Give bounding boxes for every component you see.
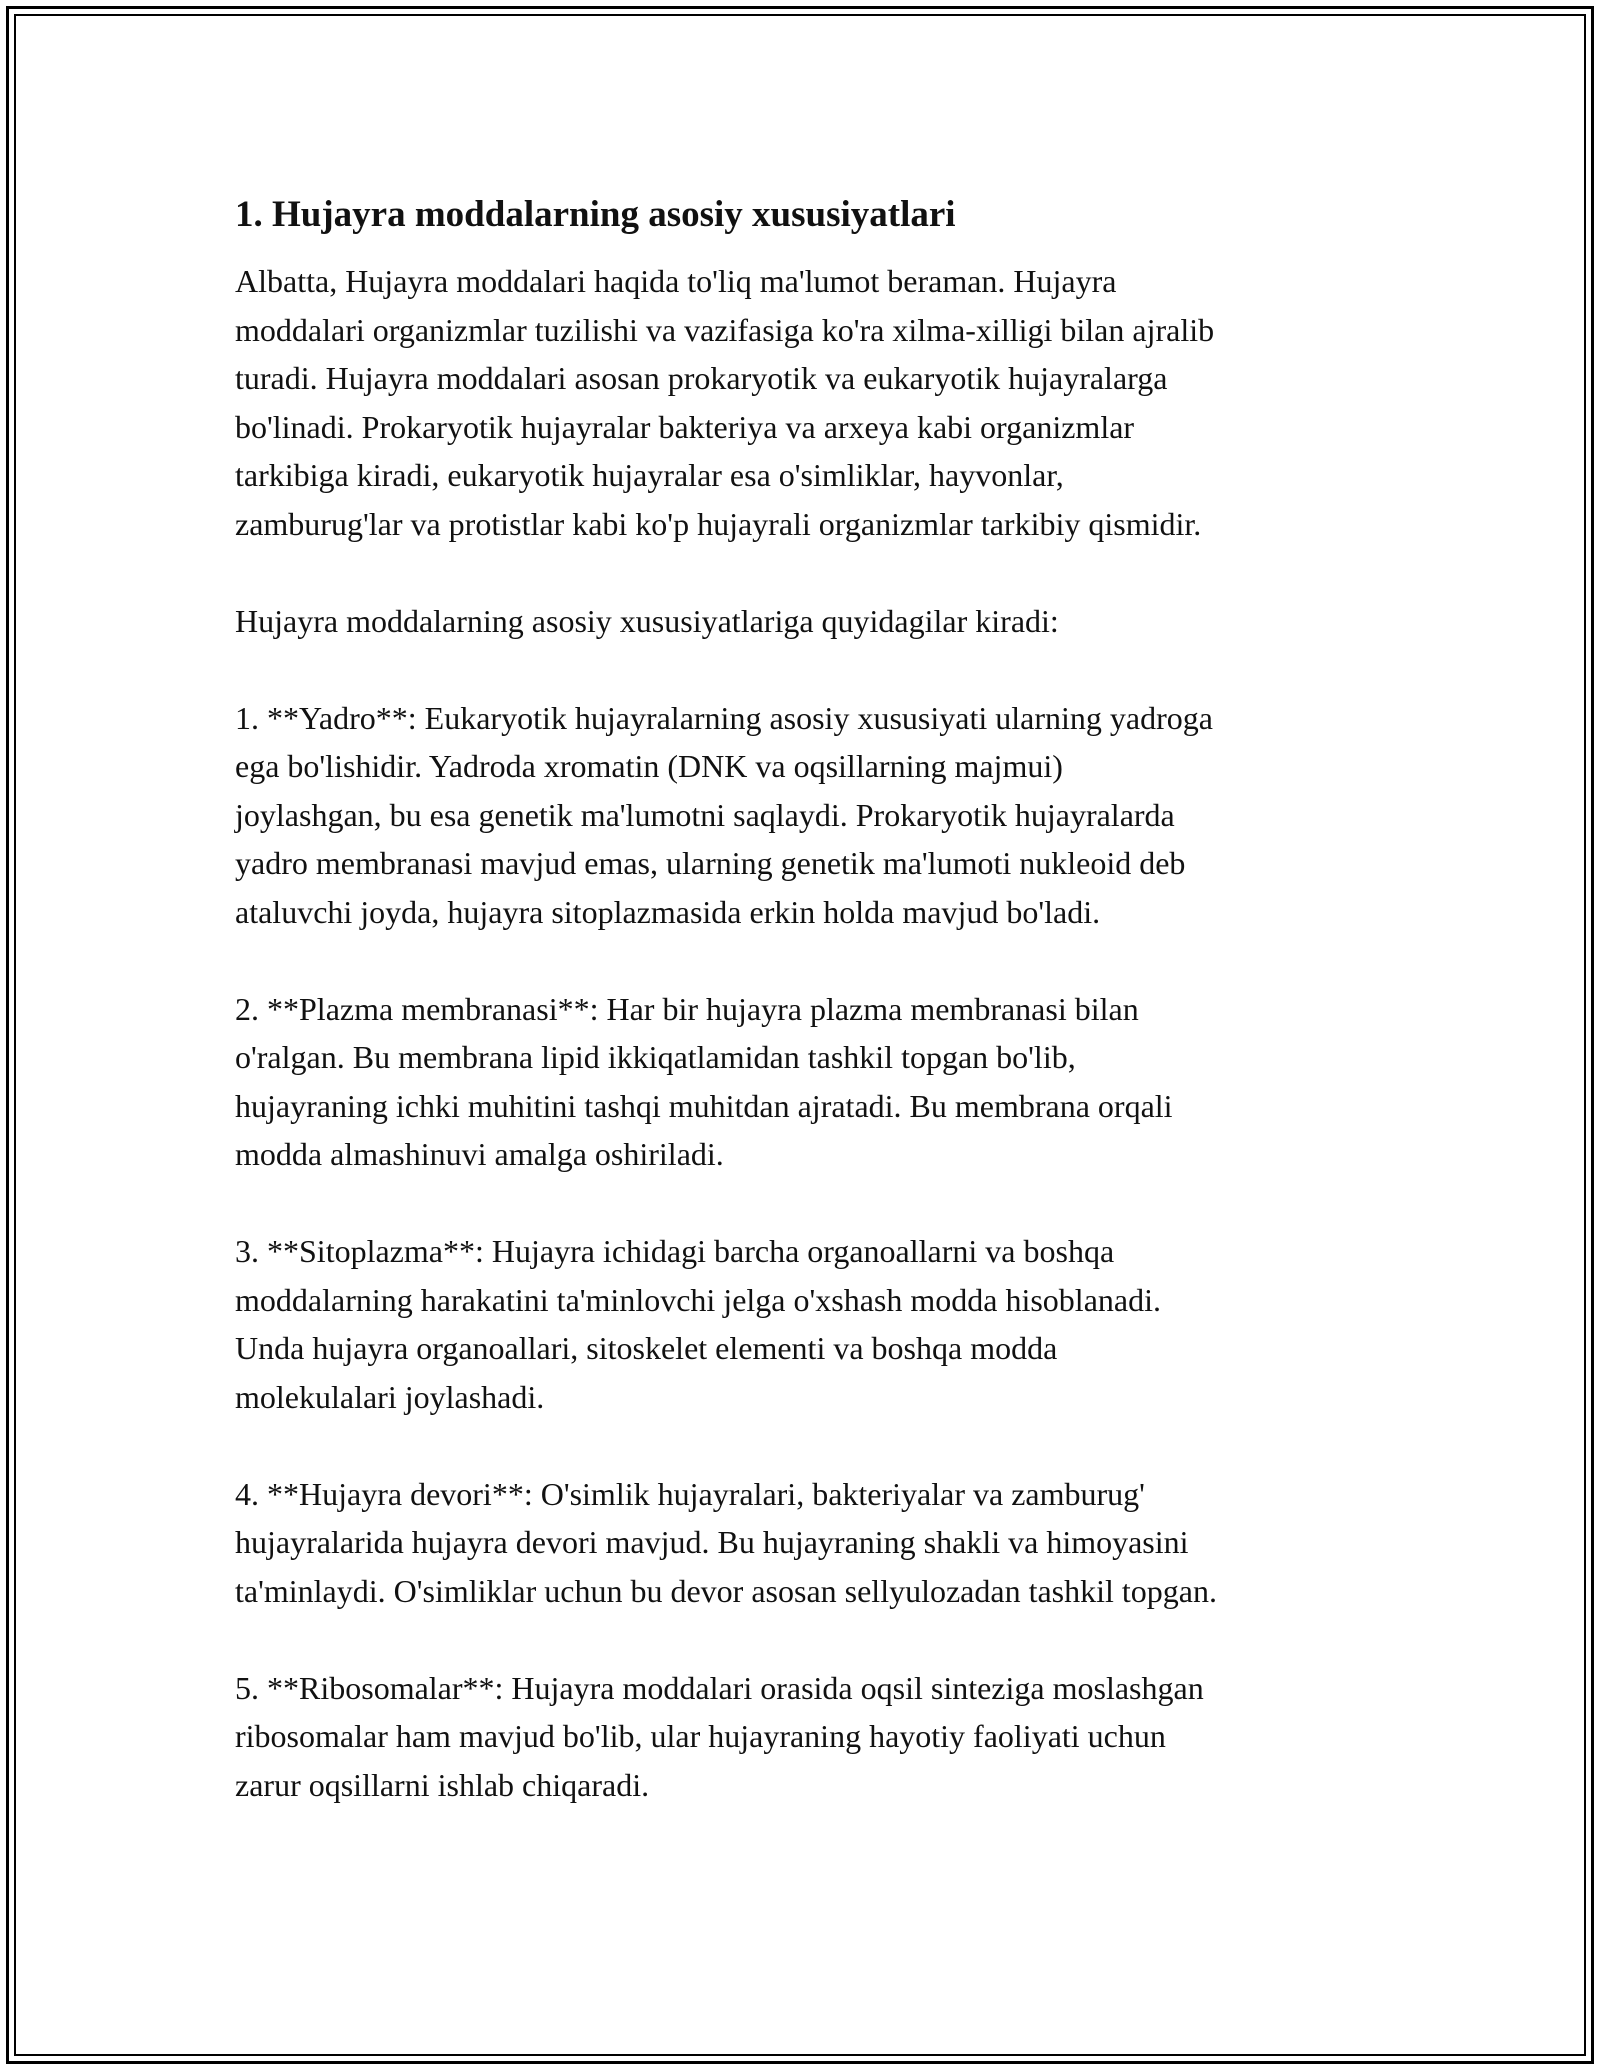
document-body <box>235 187 1385 1809</box>
list-intro-paragraph: Hujayra moddalarning asosiy xususiyatlariga quyidagilar kiradi: <box>235 602 1059 639</box>
list-item-sitoplazma: 3. **Sitoplazma**: Hujayra ichidagi barcha organoallarni va boshqa moddalarning harakatini ta'minlovchi jelga o'xshash modda hisoblanadi. Unda hujayra organoallari, sitoskelet elementi va boshqa modda molekulalari joylashadi. <box>235 1233 1161 1415</box>
list-item-ribosomalar: 5. **Ribosomalar**: Hujayra moddalari orasida oqsil sinteziga moslashgan ribosomalar ham mavjud bo'lib, ular hujayraning hayotiy faoliyati uchun zarur oqsillarni ishlab chiqaradi. <box>235 1669 1204 1803</box>
section-heading: 1. Hujayra moddalarning asosiy xususiyatlari <box>235 194 956 235</box>
list-item-plazma-membranasi: 2. **Plazma membranasi**: Har bir hujayra plazma membranasi bilan o'ralgan. Bu membrana lipid ikkiqatlamidan tashkil topgan bo'lib, hujayraning ichki muhitini tashqi muhitdan ajratadi. Bu membrana orqali modda almashinuvi amalga oshiriladi. <box>235 990 1173 1172</box>
intro-paragraph: Albatta, Hujayra moddalari haqida to'liq ma'lumot beraman. Hujayra moddalari organizmlar tuzilishi va vazifasiga ko'ra xilma-xilligi bilan ajralib turadi. Hujayra moddalari asosan prokaryotik va eukaryotik hujayralarga bo'linadi. Prokaryotik hujayralar bakteriya va arxeya kabi organizmlar tarkibiga kiradi, eukaryotik hujayralar esa o'simliklar, hayvonlar, zamburug'lar va protistlar kabi ko'p hujayrali organizmlar tarkibiy qismidir. <box>235 263 1215 542</box>
list-item-hujayra-devori: 4. **Hujayra devori**: O'simlik hujayralari, bakteriyalar va zamburug' hujayralarida hujayra devori mavjud. Bu hujayraning shakli va himoyasini ta'minlaydi. O'simliklar uchun bu devor asosan sellyulozadan tashkil topgan. <box>235 1475 1217 1609</box>
list-item-yadro: 1. **Yadro**: Eukaryotik hujayralarning asosiy xususiyati ularning yadroga ega bo'lishidir. Yadroda xromatin (DNK va oqsillarning majmui) joylashgan, bu esa genetik ma'lumotni saqlaydi. Prokaryotik hujayralarda yadro membranasi mavjud emas, ularning genetik ma'lumoti nukleoid deb ataluvchi joyda, hujayra sitoplazmasida erkin holda mavjud bo'ladi. <box>235 699 1213 930</box>
